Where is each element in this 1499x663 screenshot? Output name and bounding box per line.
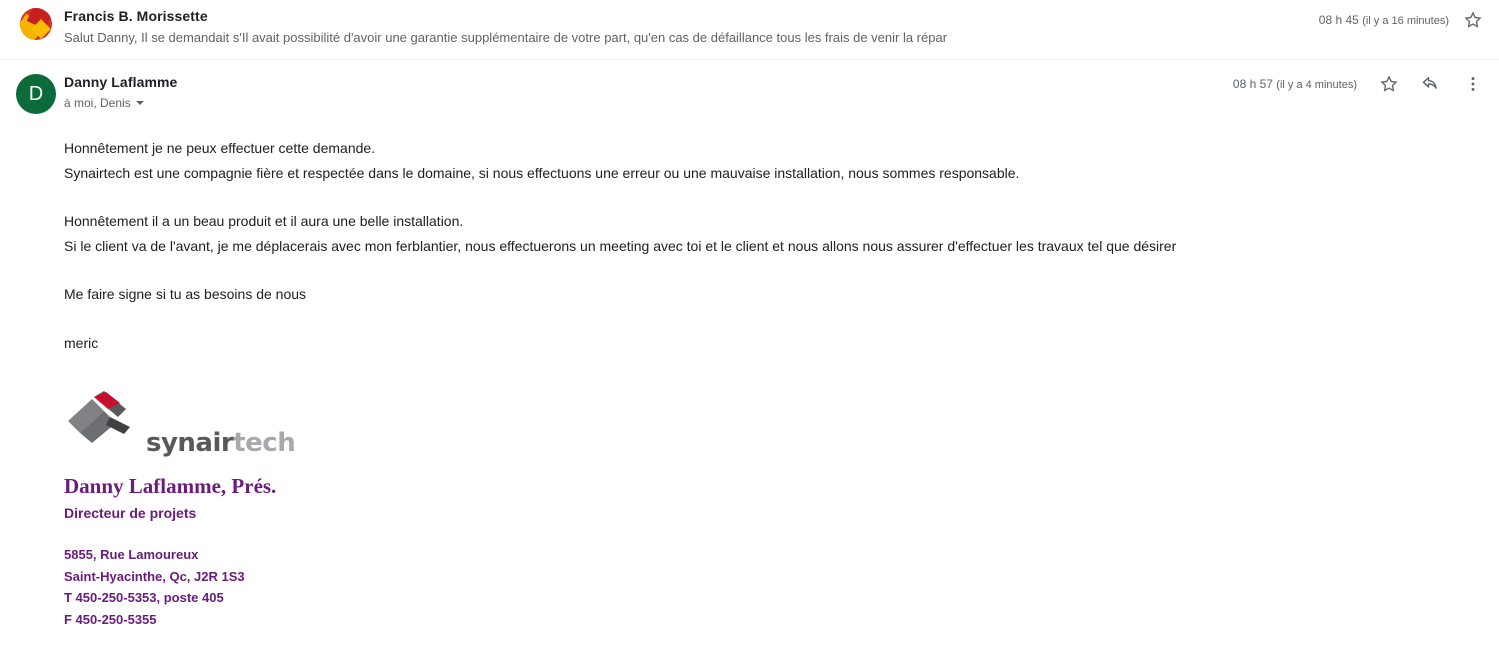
synairtech-logo-icon bbox=[64, 387, 136, 445]
star-outline-icon[interactable] bbox=[1463, 10, 1483, 30]
collapsed-message-row[interactable] bbox=[0, 0, 1499, 60]
address-line: 5855, Rue Lamoureux bbox=[64, 547, 199, 562]
collapsed-time: 08 h 45 bbox=[1318, 13, 1359, 27]
address-line: Saint-Hyacinthe, Qc, J2R 1S3 bbox=[64, 568, 245, 584]
body-line: Si le client va de l'avant, je me déplacerais avec mon ferblantier, nous effectuerons un meeting avec toi et le client et nous allons nous assurer d'effectuer les travaux tel que désirer bbox=[64, 237, 1177, 254]
email-body bbox=[0, 114, 1499, 630]
logo-wordmark bbox=[146, 428, 296, 458]
body-line: meric bbox=[64, 334, 99, 351]
collapsed-relative-time: (il y a 16 minutes) bbox=[1362, 15, 1449, 27]
recipients-toggle[interactable] bbox=[64, 94, 144, 112]
signature-block bbox=[64, 473, 1499, 630]
signature-name: Danny Laflamme, Prés. bbox=[64, 474, 277, 498]
open-relative-time: (il y a 4 minutes) bbox=[1276, 79, 1357, 91]
collapsed-sender-name: Francis B. Morissette bbox=[64, 8, 208, 24]
signature-logo bbox=[64, 385, 364, 458]
body-line: Honnêtement il a un beau produit et il aura une belle installation. bbox=[64, 213, 464, 229]
signature-address bbox=[64, 544, 1499, 630]
collapsed-timestamp bbox=[1319, 13, 1449, 27]
body-line: Me faire signe si tu as besoins de nous bbox=[64, 286, 307, 302]
open-timestamp bbox=[1233, 77, 1357, 91]
avatar-letter: D bbox=[16, 74, 56, 114]
chevron-down-icon bbox=[136, 101, 144, 105]
collapsed-message-meta bbox=[1319, 10, 1483, 30]
star-outline-icon[interactable] bbox=[1379, 74, 1399, 94]
address-line: F 450-250-5355 bbox=[64, 611, 157, 627]
open-avatar bbox=[16, 72, 56, 114]
avatar bbox=[16, 6, 56, 40]
open-message-header bbox=[0, 60, 1499, 114]
address-line: T 450-250-5353, poste 405 bbox=[64, 590, 224, 605]
sender-name: Danny Laflamme bbox=[64, 74, 178, 90]
body-line: Honnêtement je ne peux effectuer cette demande. bbox=[64, 140, 376, 156]
open-message-actions bbox=[1233, 74, 1483, 94]
more-vertical-icon[interactable] bbox=[1463, 74, 1483, 94]
reply-arrow-icon[interactable] bbox=[1421, 74, 1441, 94]
collapsed-snippet: Salut Danny, Il se demandait s'Il avait possibilité d'avoir une garantie supplémentaire de votre part, qu'en cas de défaillance tous les frais de venir la répar bbox=[64, 30, 948, 45]
signature-role: Directeur de projets bbox=[64, 505, 197, 521]
logo-word-part1: synair bbox=[146, 428, 234, 458]
collapsed-message-body bbox=[56, 6, 1483, 48]
sender-avatar-icon bbox=[20, 8, 52, 40]
logo-word-part2: tech bbox=[233, 428, 296, 458]
body-line: Synairtech est une compagnie fière et respectée dans le domaine, si nous effectuons une erreur ou une mauvaise installation, nous sommes responsable. bbox=[64, 164, 1020, 181]
open-time: 08 h 57 bbox=[1232, 77, 1273, 91]
recipients-label: à moi, Denis bbox=[64, 96, 131, 110]
